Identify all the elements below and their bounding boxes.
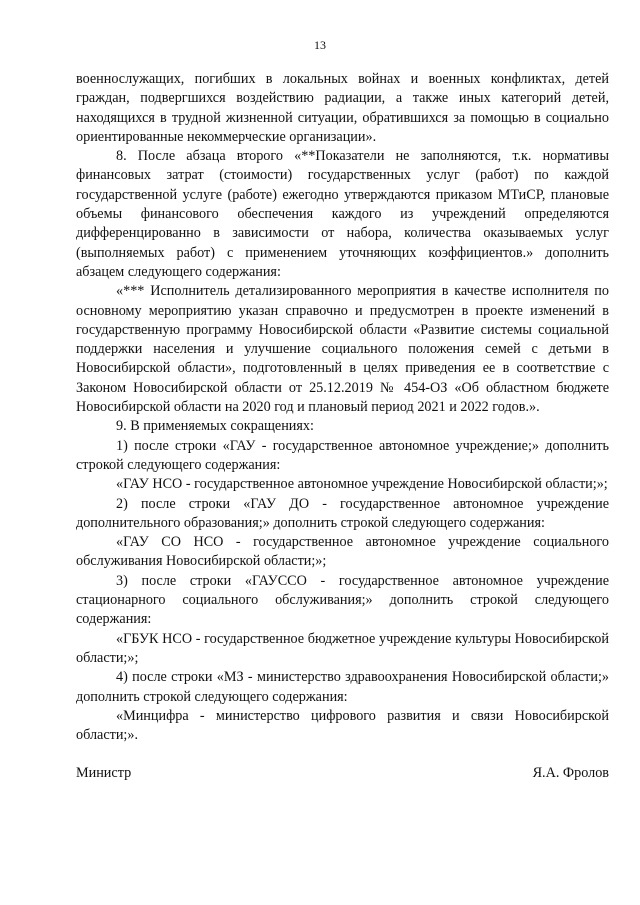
- signature-block: [76, 764, 609, 783]
- paragraph-sub-1: 1) после строки «ГАУ - государственное автономное учреждение;» дополнить строкой следующего содержания:: [76, 437, 609, 473]
- page-number: 13: [314, 38, 326, 52]
- signatory-name: Я.А. Фролов: [532, 765, 609, 781]
- signatory-position: Министр: [76, 765, 132, 781]
- paragraph-sub-4: 4) после строки «МЗ - министерство здравоохранения Новосибирской области;» дополнить строкой следующего содержания:: [76, 669, 609, 705]
- paragraph-quote-gau-nso: «ГАУ НСО - государственное автономное учреждение Новосибирской области;»;: [116, 476, 608, 493]
- paragraph-sub-3: 3) после строки «ГАУССО - государственное автономное учреждение стационарного социального обслуживания;» дополнить строкой следующего содержания:: [76, 572, 609, 628]
- paragraph-quote-gbuk-nso: «ГБУК НСО - государственное бюджетное учреждение культуры Новосибирской области;»;: [76, 630, 609, 666]
- paragraph-continuation: военнослужащих, погибших в локальных войнах и военных конфликтах, детей граждан, подвергшихся воздействию радиации, а также иных категорий детей, находящихся в трудной жизненной ситуации, обратившихся за помощью в социально ориентированные некоммерческие организации».: [76, 71, 609, 145]
- document-body: [76, 70, 609, 745]
- paragraph-item-8: 8. После абзаца второго «**Показатели не заполняются, т.к. нормативы финансовых затрат (стоимости) государственных услуг (работ) по каждой государственной услуге (работе) ежегодно утверждаются приказом МТиСР, плановые объемы финансового обеспечения каждого из учреждений определяются дифференцированно в зависимости от набора, количества оказываемых услуг (выполняемых работ) с применением уточняющих коэффициентов.» дополнить абзацем следующего содержания:: [76, 148, 609, 280]
- paragraph-sub-2: 2) после строки «ГАУ ДО - государственное автономное учреждение дополнительного образования;» дополнить строкой следующего содержания:: [76, 495, 609, 531]
- paragraph-quote-gau-so-nso: «ГАУ СО НСО - государственное автономное учреждение социального обслуживания Новосибирской области;»;: [76, 534, 609, 570]
- paragraph-quote-mincifra: «Минцифра - министерство цифрового развития и связи Новосибирской области;».: [76, 707, 609, 744]
- paragraph-quote-executor: «*** Исполнитель детализированного мероприятия в качестве исполнителя по основному мероприятию указан справочно и предусмотрен в проекте изменений в государственную программу Новосибирской области «Развитие системы социальной поддержки населения и улучшение социального положения семей с детьми в Новосибирской области», подготовленный в целях приведения ее в соответствие с Законом Новосибирской области от 25.12.2019 № 454-ОЗ «Об областном бюджете Новосибирской области на 2020 год и плановый период 2021 и 2022 годов.».: [76, 283, 609, 416]
- paragraph-item-9: 9. В применяемых сокращениях:: [116, 418, 314, 435]
